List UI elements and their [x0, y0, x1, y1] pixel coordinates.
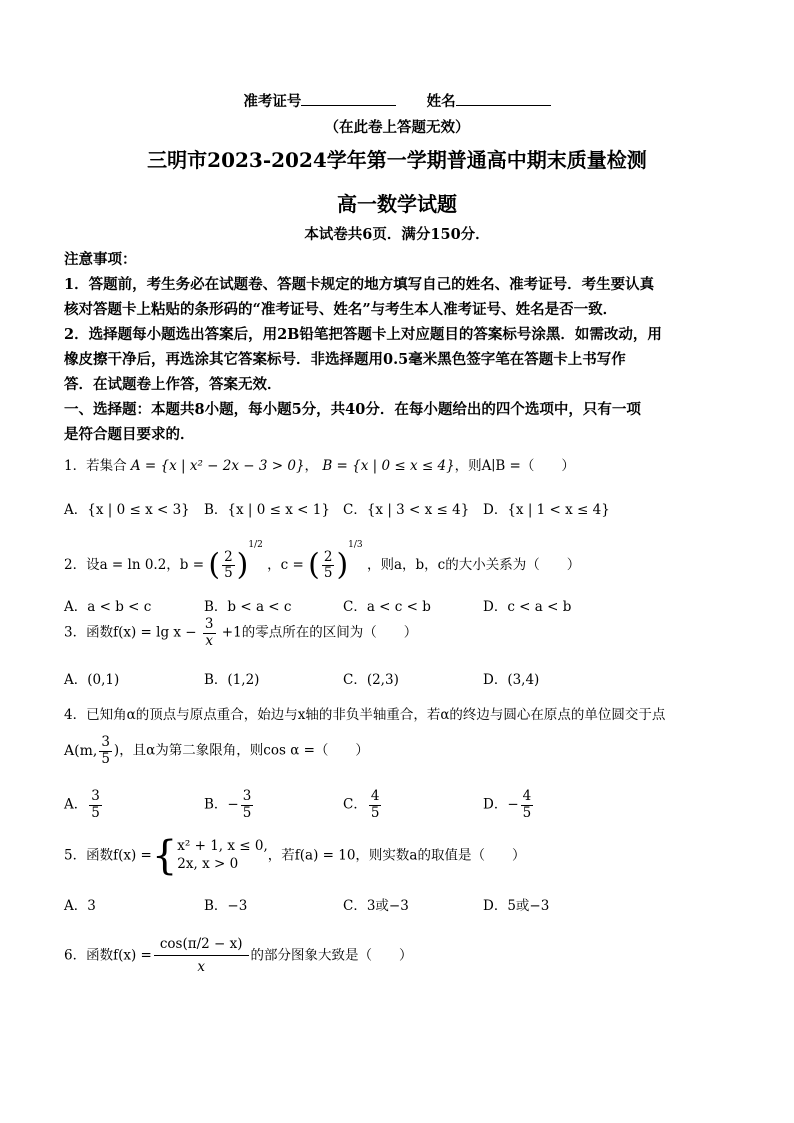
q6-num: cos(π/2 − x): [154, 938, 249, 956]
q4-option-d-sign: −: [507, 796, 519, 813]
q4-option-b-frac: [241, 790, 254, 820]
q2-c-part: ，c =: [267, 557, 304, 573]
q5-brace: {: [151, 833, 178, 879]
q4-option-d-frac: [521, 790, 534, 820]
q5-option-c[interactable]: C．3或−3: [343, 898, 409, 914]
q5-suffix: ，若f(a) = 10，则实数a的取值是（ ）: [267, 847, 526, 864]
q1-option-b[interactable]: B．{x | 0 ≤ x < 1}: [204, 502, 330, 518]
section1-line-1: 一、选择题：本题共8小题，每小题5分，共40分．在每小题给出的四个选项中，只有一项: [64, 401, 641, 418]
q1-set-a: A = {x | x² − 2x − 3 > 0}: [130, 458, 305, 474]
q4-option-c-den: 5: [370, 804, 380, 821]
q2-paren-open: (: [208, 547, 221, 583]
q2-option-a[interactable]: A．a < b < c: [64, 599, 152, 615]
q1-option-c[interactable]: C．{x | 3 < x ≤ 4}: [343, 502, 470, 518]
q2-option-d[interactable]: D．c < a < b: [483, 599, 572, 615]
q2-c-fraction: [322, 548, 335, 581]
note-1-line-2: 核对答题卡上粘贴的条形码的“准考证号、姓名”与考生本人准考证号、姓名是否一致．: [64, 301, 618, 318]
q4-option-d[interactable]: [483, 790, 535, 820]
q3-option-a[interactable]: A．(0,1): [64, 672, 120, 688]
notes-heading: 注意事项：: [64, 251, 137, 268]
question-2: [64, 540, 580, 581]
question-5: [64, 833, 525, 879]
q2-suffix: ，则a，b，c的大小关系为（ ）: [366, 557, 581, 573]
exam-title: 三明市2023-2024学年第一学期普通高中期末质量检测: [147, 148, 647, 172]
q4-option-a-frac: [89, 790, 102, 820]
q2-c-num: 2: [323, 548, 333, 565]
q4-option-b-label: B．: [204, 796, 228, 813]
q5-option-d[interactable]: D．5或−3: [483, 898, 550, 914]
q4-option-c-frac: [369, 790, 382, 820]
q6-prefix: 6．函数f(x) =: [64, 947, 152, 964]
q1-set-b: B = {x | 0 ≤ x ≤ 4}: [322, 458, 455, 474]
q4-option-c[interactable]: [343, 790, 383, 820]
q5-piecewise: [177, 838, 267, 873]
q4-point-prefix: A(m,: [64, 743, 98, 759]
q5-case-1: x² + 1, x ≤ 0,: [177, 838, 268, 855]
q2-b-num: 2: [224, 548, 233, 565]
q3-num: 3: [204, 616, 214, 632]
q4-fraction: [99, 736, 112, 766]
q6-suffix: 的部分图象大致是（ ）: [250, 947, 413, 964]
q4-option-c-label: C．: [343, 796, 367, 813]
q2-b-fraction: [222, 548, 235, 581]
note-2-line-3: 答．在试题卷上作答，答案无效．: [64, 376, 282, 393]
q2-b-exponent: 1/2: [248, 540, 263, 550]
note-2-line-2: 橡皮擦干净后，再选涂其它答案标号．非选择题用0.5毫米黑色签字笔在答题卡上书写作: [64, 351, 626, 368]
exam-info-line: [0, 90, 794, 111]
q4-option-b-num: 3: [242, 788, 252, 804]
q1-suffix: ，则A∣B =（ ）: [454, 458, 575, 474]
question-4-line-1: 4．已知角α的顶点与原点重合，始边与x轴的非负半轴重合，若α的终边与圆心在原点的单位圆交于点: [64, 707, 666, 723]
name-label: 姓名: [426, 93, 456, 110]
exam-subtitle: 高一数学试题: [337, 192, 457, 216]
q6-den: x: [197, 958, 205, 975]
q4-suffix: ，且α为第二象限角，则cos α =（ ）: [119, 742, 369, 759]
q2-paren-open-2: (: [308, 547, 320, 583]
q3-option-b[interactable]: B．(1,2): [204, 672, 260, 688]
q5-case-2: 2x, x > 0: [177, 856, 239, 872]
q5-option-a[interactable]: A．3: [64, 898, 96, 914]
q2-c-exponent: 1/3: [348, 540, 363, 550]
question-6: [64, 938, 413, 974]
note-1-line-1: 1．答题前，考生务必在试题卷、答题卡规定的地方填写自己的姓名、准考证号．考生要认真: [64, 276, 655, 293]
note-2-line-1: 2．选择题每小题选出答案后，用2B铅笔把答题卡上对应题目的答案标号涂黑．如需改动，用: [64, 326, 662, 343]
q4-option-b-sign: −: [227, 796, 239, 813]
q4-num: 3: [101, 734, 110, 750]
exam-info: 本试卷共6页．满分150分．: [304, 226, 490, 243]
q4-option-b[interactable]: [204, 790, 255, 820]
q4-option-a-num: 3: [91, 788, 100, 804]
q4-option-a-label: A．: [64, 796, 88, 813]
section1-line-2: 是符合题目要求的．: [64, 426, 195, 443]
q3-fraction: [203, 618, 216, 648]
q4-option-b-den: 5: [242, 804, 252, 821]
exam-number-blank[interactable]: [301, 91, 396, 106]
q2-paren-close-2: ): [336, 547, 349, 583]
q3-suffix: +1的零点所在的区间为（ ）: [221, 624, 418, 641]
q2-prefix: 2．设a = ln 0.2，b =: [64, 557, 205, 573]
q1-option-d[interactable]: D．{x | 1 < x ≤ 4}: [483, 502, 610, 518]
q6-fraction: [154, 938, 249, 974]
question-3: [64, 618, 417, 648]
q4-option-a-den: 5: [91, 804, 100, 821]
exam-number-label: 准考证号: [243, 93, 302, 110]
q2-c-den: 5: [323, 565, 333, 581]
q4-option-c-num: 4: [370, 788, 380, 804]
q3-den: x: [205, 632, 214, 649]
name-blank[interactable]: [456, 91, 551, 106]
q4-den: 5: [101, 750, 110, 767]
q3-prefix: 3．函数f(x) = lg x −: [64, 624, 197, 641]
q2-paren-close: ): [236, 547, 249, 583]
q3-option-c[interactable]: C．(2,3): [343, 672, 399, 688]
q4-option-a[interactable]: [64, 790, 104, 820]
q4-option-d-den: 5: [522, 804, 532, 821]
q5-option-b[interactable]: B．−3: [204, 898, 248, 914]
q1-option-a[interactable]: A．{x | 0 ≤ x < 3}: [64, 502, 190, 518]
q2-option-c[interactable]: C．a < c < b: [343, 599, 431, 615]
q3-option-d[interactable]: D．(3,4): [483, 672, 540, 688]
q2-b-den: 5: [224, 565, 233, 581]
q4-point-suffix: ): [113, 742, 120, 759]
invalid-note: （在此卷上答题无效）: [324, 119, 470, 136]
question-4-line-2: [64, 736, 369, 766]
q4-option-d-label: D．: [483, 796, 508, 813]
q2-option-b[interactable]: B．b < a < c: [204, 599, 292, 615]
question-1: 1．若集合 A = {x | x² − 2x − 3 > 0}， B = {x | 0 ≤ x ≤ 4}，则A∣B =（ ）: [64, 458, 575, 474]
q5-prefix: 5．函数f(x) =: [64, 847, 152, 864]
q1-prefix: 1．若集合: [64, 458, 127, 474]
q4-option-d-num: 4: [522, 788, 532, 804]
